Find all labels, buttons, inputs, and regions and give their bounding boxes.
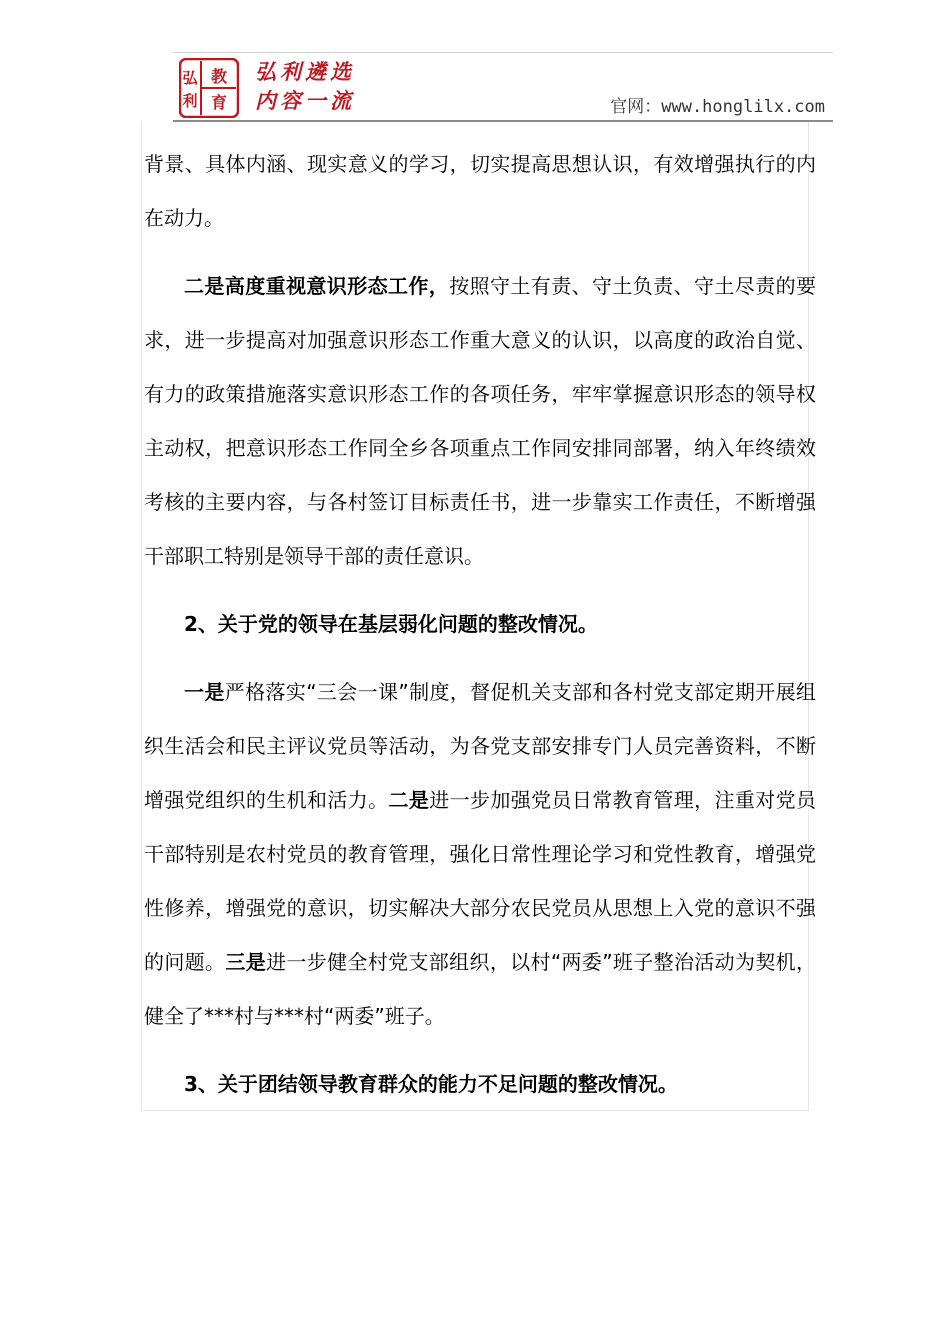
paragraph-3-text-3: 进一步健全村党支部组织，以村“两委”班子整治活动为契机，健全了***村与***村“两委”班子。 bbox=[144, 950, 817, 1028]
hongli-seal-logo bbox=[179, 58, 239, 118]
header-slogan bbox=[255, 57, 355, 115]
paragraph-3-text-1: 严格落实“三会一课”制度，督促机关支部和各村党支部定期开展组织生活会和民主评议党员等活动，为各党支部安排专门人员完善资料，不断增强党组织的生机和活力。 bbox=[144, 680, 816, 812]
paragraph-3-lead-3: 三是 bbox=[225, 950, 267, 974]
seal-char-3: 教 bbox=[210, 67, 228, 86]
section-heading-3: 3、关于团结领导教育群众的能力不足问题的整改情况。 bbox=[184, 1072, 678, 1096]
seal-char-2: 利 bbox=[182, 92, 198, 110]
paragraph-3 bbox=[144, 665, 816, 1043]
slogan-line-2: 内容一流 bbox=[255, 88, 355, 113]
official-site-label: 官网：www.honglilx.com bbox=[610, 97, 825, 117]
seal-char-4: 育 bbox=[210, 93, 228, 112]
slogan-line-1: 弘利遴选 bbox=[255, 59, 355, 84]
paragraph-3-lead-2: 二是 bbox=[388, 788, 430, 812]
page-header bbox=[173, 52, 833, 122]
paragraph-3-lead-1: 一是 bbox=[184, 680, 225, 704]
paragraph-2-lead: 二是高度重视意识形态工作， bbox=[184, 274, 450, 298]
paragraph-1: 背景、具体内涵、现实意义的学习，切实提高思想认识，有效增强执行的内在动力。 bbox=[144, 152, 816, 230]
paragraph-2-text: 按照守土有责、守土负责、守土尽责的要求，进一步提高对加强意识形态工作重大意义的认识，以高度的政治自觉、有力的政策措施落实意识形态工作的各项任务，牢牢掌握意识形态的领导权主动权，把意识形态工作同全乡各项重点工作同安排同部署，纳入年终绩效考核的主要内容，与各村签订目标责任书，进一步靠实工作责任，不断增强干部职工特别是领导干部的责任意识。 bbox=[144, 274, 817, 568]
paragraph-2 bbox=[144, 259, 816, 583]
paragraph-3-text-2: 进一步加强党员日常教育管理，注重对党员干部特别是农村党员的教育管理，强化日常性理论学习和党性教育，增强党性修养，增强党的意识，切实解决大部分农民党员从思想上入党的意识不强的问题。 bbox=[144, 788, 816, 974]
document-body bbox=[144, 137, 816, 1125]
seal-char-1: 弘 bbox=[182, 69, 198, 87]
section-heading-2: 2、关于党的领导在基层弱化问题的整改情况。 bbox=[184, 612, 598, 636]
